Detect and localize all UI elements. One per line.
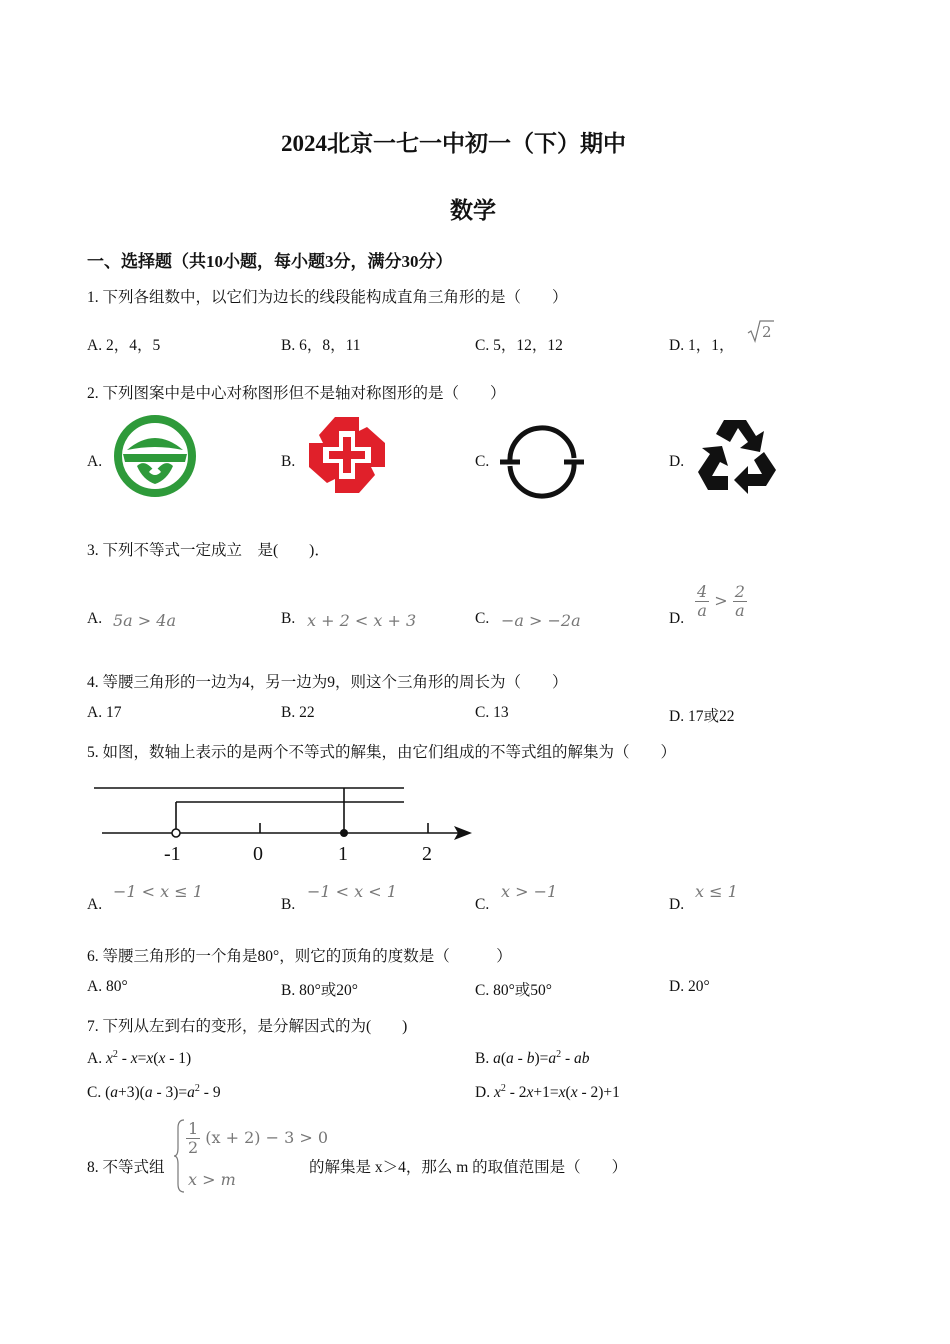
- q2-option-d: D.: [669, 453, 685, 470]
- q3-b-expr: x + 2 < x + 3: [307, 611, 417, 630]
- q3-option-b: B.: [281, 610, 296, 627]
- q5-option-a: A.: [87, 896, 103, 913]
- q7-option-c: C. $(a+3)(a - 3)=a^2 - 9$: [87, 1083, 221, 1102]
- q4-option-a: A. 17: [87, 704, 122, 721]
- refresh-icon: [498, 425, 586, 499]
- tick-label: 1: [338, 843, 348, 865]
- page-title: 2024北京一七一中初一（下）期中: [281, 131, 626, 156]
- number-line-figure: [90, 780, 480, 870]
- q2-option-a: A.: [87, 453, 103, 470]
- green-logo-icon: [113, 414, 197, 498]
- q3-option-d: D.: [669, 610, 685, 627]
- q5-option-d: D.: [669, 896, 685, 913]
- q4-option-b: B. 22: [281, 704, 315, 721]
- q1-stem: 1. 下列各组数中，以它们为边长的线段能构成直角三角形的是（ ）: [87, 289, 568, 306]
- sqrt-icon: [746, 318, 776, 344]
- q5-option-b: B.: [281, 896, 296, 913]
- q5-stem: 5. 如图，数轴上表示的是两个不等式的解集，由它们组成的不等式组的解集为（ ）: [87, 744, 677, 761]
- q7-option-b: B. $a(a - b)=a^2$ - ab: [475, 1049, 590, 1068]
- tick-label: 0: [253, 843, 263, 865]
- brace-icon: [174, 1118, 186, 1194]
- q2-stem: 2. 下列图案中是中心对称图形但不是轴对称图形的是（ ）: [87, 385, 506, 402]
- q5-option-c: C.: [475, 896, 490, 913]
- recycle-icon: [694, 414, 780, 496]
- q8-post: 的解集是 x＞4，那么 m 的取值范围是（ ）: [309, 1159, 628, 1176]
- q7-option-d: D. $x^2 - 2x+1=x(x - 2)+1$: [475, 1083, 620, 1102]
- section-heading: 一、选择题（共10小题，每小题3分，满分30分）: [87, 252, 453, 271]
- q1-option-a: A. 2，4，5: [87, 337, 161, 354]
- q3-stem: 3. 下列不等式一定成立 是( )．: [87, 542, 330, 559]
- q3-d-expr: $\frac{4}{a}$ > $\frac{2}{a}$: [697, 582, 745, 620]
- q2-option-b: B.: [281, 453, 296, 470]
- q1-option-b: B. 6，8，11: [281, 337, 361, 354]
- q4-option-c: C. 13: [475, 704, 509, 721]
- red-cross-icon: [305, 413, 389, 497]
- q6-option-b: B. 80°或20°: [281, 982, 358, 999]
- tick-label: 2: [422, 843, 432, 865]
- q4-option-d: D. 17或22: [669, 708, 735, 725]
- q7-stem: 7. 下列从左到右的变形，是分解因式的为( ): [87, 1018, 408, 1035]
- tick-label: -1: [164, 843, 181, 865]
- q1-option-c: C. 5，12，12: [475, 337, 563, 354]
- q6-option-d: D. 20°: [669, 978, 710, 995]
- q6-option-c: C. 80°或50°: [475, 982, 552, 999]
- q3-option-a: A.: [87, 610, 103, 627]
- q3-a-expr: 5a > 4a: [113, 611, 177, 630]
- q4-stem: 4. 等腰三角形的一边为4，另一边为9，则这个三角形的周长为（ ）: [87, 674, 568, 691]
- q7-option-a: A. $x^2 - x=x(x - 1)$: [87, 1049, 192, 1068]
- subject-title: 数学: [450, 198, 496, 223]
- q6-option-a: A. 80°: [87, 978, 128, 995]
- q1-option-d: D. 1，1，: [669, 337, 735, 354]
- q3-c-expr: −a > −2a: [501, 611, 581, 630]
- q8-eq1: $\frac{1}{2}$ (x + 2) − 3 > 0: [188, 1119, 329, 1157]
- q8-pre: 8. 不等式组: [87, 1159, 165, 1176]
- q5-d-expr: x ≤ 1: [695, 882, 738, 901]
- q3-option-c: C.: [475, 610, 490, 627]
- q5-a-expr: −1 < x ≤ 1: [113, 882, 203, 901]
- q8-eq2: x > m: [188, 1170, 236, 1189]
- q6-stem: 6. 等腰三角形的一个角是80°，则它的顶角的度数是（ ）: [87, 948, 512, 965]
- q5-b-expr: −1 < x < 1: [307, 882, 397, 901]
- q2-option-c: C.: [475, 453, 490, 470]
- q5-c-expr: x > −1: [501, 882, 558, 901]
- q1-d-root: 2: [762, 323, 772, 341]
